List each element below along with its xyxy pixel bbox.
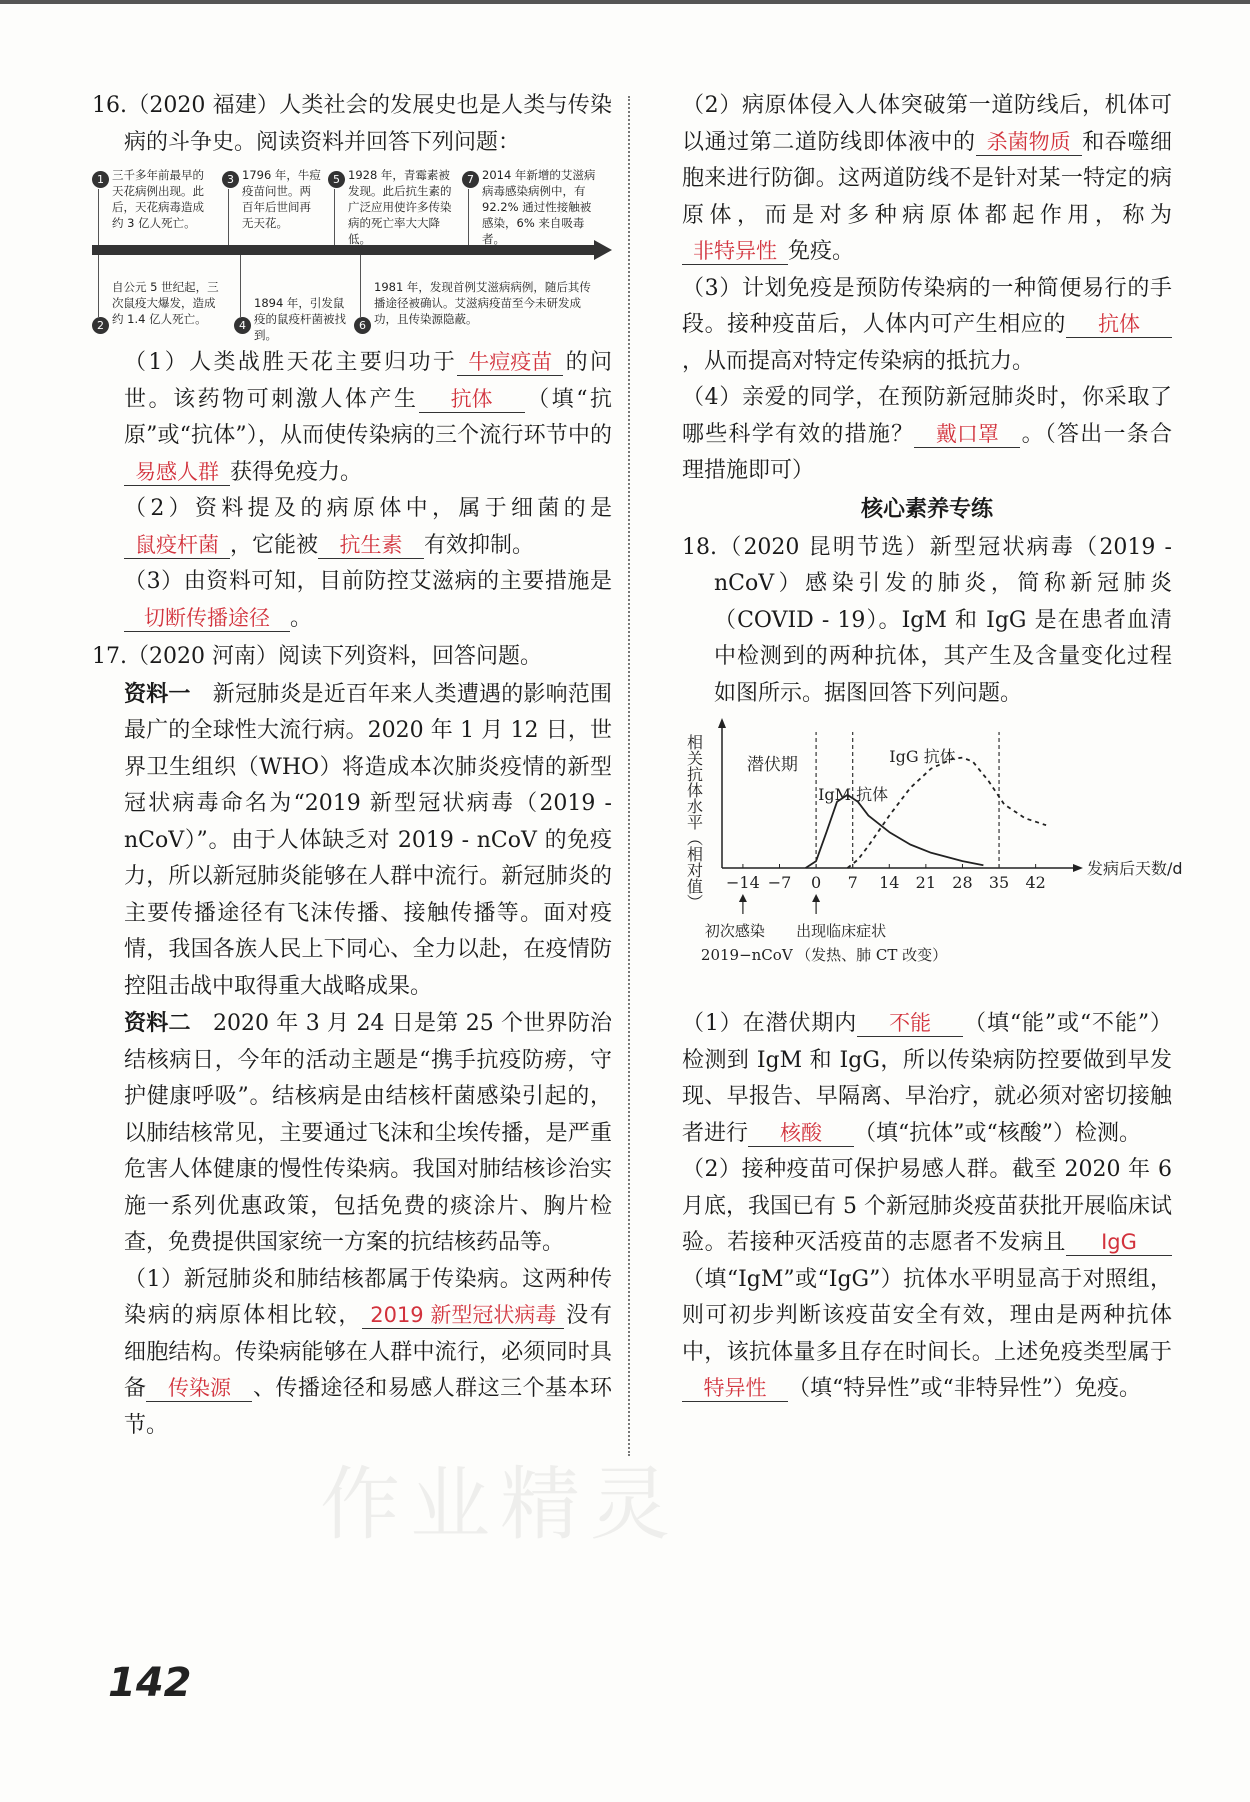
x-axis-label: 发病后天数/d — [1087, 859, 1183, 878]
q17-p2-text-c: 免疫。 — [788, 239, 855, 264]
timeline-marker-4: 4 — [234, 317, 251, 334]
x-tick-label: 35 — [988, 873, 1010, 892]
timeline-connector-7 — [468, 189, 469, 245]
q17-material-1 — [92, 676, 612, 1006]
timeline-event-6: 1981 年，发现首例艾滋病病例，随后其传播途径被确认。艾滋病疫苗至今未研发成功，且传染源隐蔽。 — [374, 280, 591, 326]
region-label-incubation: 潜伏期 — [746, 755, 798, 775]
annotation-line-1: 初次感染 — [704, 922, 765, 940]
timeline-connector-3 — [228, 189, 229, 245]
q17-answer-vaccine-antibody[interactable]: 抗体 — [1066, 311, 1172, 338]
antibody-chart-svg — [682, 718, 1183, 998]
timeline-event-1: 三千多年前最早的天花病例出现。此后，天花病毒造成约 3 亿人死亡。 — [112, 168, 204, 230]
q17-p2-text-a: （2）病原体侵入人体突破第一道防线后，机体可以通过第二道防线即体液中的 — [682, 93, 1172, 155]
timeline-marker-3: 3 — [222, 171, 239, 188]
q16-p2-text-c: 有效抑制。 — [424, 532, 535, 558]
q17-part1 — [92, 1262, 612, 1445]
q16-answer-bacterium[interactable]: 鼠疫杆菌 — [124, 532, 230, 559]
q16-p2-text-b: ，它能被 — [230, 532, 319, 558]
q17-answer-source[interactable]: 传染源 — [146, 1375, 252, 1402]
annotation-line-1: 出现临床症状 — [796, 922, 887, 940]
q18-p1-text-b: （填“能”或“不能”）检测到 IgM 和 IgG，所以传染病防控要做到早发现、早报告、早隔离、早治疗，就必须对密切接触者进行 — [682, 1011, 1172, 1146]
q18-p2-text-b: （填“IgM”或“IgG”）抗体水平明显高于对照组，则可初步判断该疫苗安全有效，理由是两种抗体中，该抗体量多且存在时间长。上述免疫类型属于 — [682, 1266, 1172, 1365]
timeline-marker-1: 1 — [92, 171, 109, 188]
annotation-line-2: （发热、肺 CT 改变） — [796, 946, 948, 964]
q17-part4 — [682, 380, 1172, 490]
timeline-event-7: 2014 年新增的艾滋病病毒感染病例中，有 92.2% 通过性接触被感染，6% 来自吸毒者。 — [482, 168, 596, 246]
timeline-marker-2: 2 — [92, 317, 109, 334]
q16-p1-text-a: （1）人类战胜天花主要归功于 — [124, 350, 458, 375]
q17-p3-text-b: ，从而提高对特定传染病的抵抗力。 — [682, 348, 1035, 374]
q18-part1 — [682, 1006, 1172, 1152]
q16-p1-text-d: 获得免疫力。 — [230, 459, 363, 485]
timeline-connector-4 — [240, 255, 241, 317]
annotation-arrow-icon — [812, 894, 820, 902]
q17-p4-text-a: （4）亲爱的同学，在预防新冠肺炎时，你采取了哪些科学有效的措施？ — [682, 385, 1172, 447]
x-axis-arrow-icon — [1073, 864, 1083, 872]
x-tick-label: 7 — [847, 873, 858, 892]
q18-p1-text-a: （1）在潜伏期内 — [682, 1011, 858, 1036]
history-timeline — [92, 167, 612, 342]
timeline-event-3: 1796 年，牛痘疫苗问世。两百年后世间再无天花。 — [242, 168, 321, 230]
q17-part3 — [682, 271, 1172, 381]
q16-p3-text-b: 。 — [290, 605, 313, 631]
timeline-connector-1 — [98, 189, 99, 245]
x-tick-label: 14 — [879, 873, 900, 892]
q16-p2-text-a: （2）资料提及的病原体中，属于细菌的是 — [124, 496, 612, 521]
q17-part2 — [682, 88, 1172, 271]
q17-answer-bactericide[interactable]: 杀菌物质 — [976, 129, 1082, 156]
q17-answer-pathogen[interactable]: 2019 新型冠状病毒 — [362, 1302, 564, 1329]
annotation-line-2: 2019−nCoV — [700, 946, 793, 964]
annotation-arrow-icon — [739, 894, 747, 902]
q17-material-1-label: 资料一 — [124, 680, 191, 707]
antibody-chart — [682, 718, 1183, 998]
q18-answer-cannot[interactable]: 不能 — [857, 1010, 963, 1037]
region-label-igg: IgG 抗体 — [889, 747, 956, 766]
timeline-connector-6 — [360, 255, 361, 317]
q17-p2-text-b: 和吞噬细胞来进行防御。这两道防线不是针对某一特定的病原体，而是对多种病原体都起作用，称为 — [682, 129, 1172, 228]
q17-stem: 17.（2020 河南）阅读下列资料，回答问题。 — [92, 644, 542, 669]
column-divider — [628, 96, 630, 1456]
q17-answer-nonspecific[interactable]: 非特异性 — [682, 238, 788, 265]
x-tick-label: −14 — [726, 873, 760, 892]
page-number: 142 — [108, 1660, 192, 1706]
timeline-event-5: 1928 年，青霉素被发现。此后抗生素的广泛应用使许多传染病的死亡率大大降低。 — [348, 168, 452, 246]
q17-p1-text-b: 没有细胞结构。传染病能够在人群中流行，必须同时具备 — [124, 1303, 612, 1401]
x-tick-label: 0 — [810, 873, 822, 892]
timeline-connector-2 — [98, 255, 99, 317]
section-title: 核心素养专练 — [860, 496, 993, 522]
timeline-event-4: 1894 年，引发鼠疫的鼠疫杆菌被找到。 — [254, 296, 346, 342]
q17-p1-text-a: （1）新冠肺炎和肺结核都属于传染病。这两种传染病的病原体相比较， — [124, 1266, 612, 1328]
q17-material-2-text: 2020 年 3 月 24 日是第 25 个世界防治结核病日，今年的活动主题是“携手抗疫防痨，守护健康呼吸”。结核病是由结核杆菌感染引起的，以肺结核常见，主要通过飞沫和尘埃传播，是严重危害人体健康的慢性传染病。我国对肺结核诊治实施一系列优惠政策，包括免费的痰涂片、胸片检查，免费提供国家统一方案的抗结核药品等。 — [124, 1011, 612, 1255]
timeline-connector-5 — [334, 189, 335, 245]
y-axis-label: 相关抗体水平（相对值） — [684, 734, 704, 910]
q18-answer-igg[interactable]: IgG — [1066, 1229, 1172, 1256]
q17-answer-mask[interactable]: 戴口罩 — [914, 421, 1020, 448]
q16-p3-text-a: （3）由资料可知，目前防控艾滋病的主要措施是 — [124, 569, 612, 594]
q17-p4-text-b: 。（答出一条合理措施即可） — [682, 421, 1172, 483]
q16-answer-antibiotic[interactable]: 抗生素 — [318, 532, 424, 559]
q18-stem: 18.（2020 昆明节选）新型冠状病毒（2019 - nCoV）感染引发的肺炎，简称新冠肺炎（COVID - 19）。IgM 和 IgG 是在患者血清中检测到的两种抗体，其产生及含量变化过程如图所示。据图回答下列问题。 — [682, 534, 1172, 706]
top-border — [0, 0, 1250, 4]
x-tick-label: −7 — [767, 873, 792, 892]
q18-answer-nucleic-acid[interactable]: 核酸 — [748, 1120, 854, 1147]
x-tick-label: 28 — [952, 873, 973, 892]
q18-answer-specific[interactable]: 特异性 — [682, 1375, 788, 1402]
watermark: 作业精灵 — [320, 1458, 680, 1551]
q17-p3-text-a: （3）计划免疫是预防传染病的一种简便易行的手段。接种疫苗后，人体内可产生相应的 — [682, 275, 1172, 337]
q16-answer-antibody[interactable]: 抗体 — [419, 386, 525, 413]
q18-p2-text-c: （填“特异性”或“非特异性”）免疫。 — [788, 1376, 1141, 1401]
igm-curve — [806, 795, 984, 868]
q18-part2 — [682, 1152, 1172, 1408]
timeline-marker-5: 5 — [328, 171, 345, 188]
igg-curve — [848, 758, 1047, 868]
q16-part2 — [92, 491, 612, 564]
q17-material-1-text: 新冠肺炎是近百年来人类遭遇的影响范围最广的全球性大流行病。2020 年 1 月 12 日，世界卫生组织（WHO）将造成本次肺炎疫情的新型冠状病毒命名为“2019 新型冠状病毒（2019 - nCoV）”。由于人体缺乏对 2019 - nCoV 的免疫力，所以新冠肺炎能够在人群中流行。新冠肺炎的主要传播途径有飞沫传播、接触传播等。面对疫情，我国各族人民上下同心、全力以赴，在疫情防控阻击战中取得重大战略成果。 — [124, 681, 612, 999]
q16-answer-measure[interactable]: 切断传播途径 — [124, 605, 290, 632]
left-column — [92, 88, 612, 1444]
q16-part1 — [92, 345, 612, 491]
timeline-event-2: 自公元 5 世纪起，三次鼠疫大爆发，造成约 1.4 亿人死亡。 — [112, 280, 219, 326]
q16-p1-text-b: 的问世。该药物可刺激人体产生 — [124, 350, 612, 412]
timeline-marker-7: 7 — [462, 171, 479, 188]
x-tick-label: 42 — [1025, 873, 1046, 892]
q17-material-2-label: 资料二 — [124, 1010, 191, 1036]
q17-p1-text-c: 、传播途径和易感人群这三个基本环节。 — [124, 1376, 612, 1438]
right-column — [682, 88, 1183, 1408]
timeline-marker-6: 6 — [354, 317, 371, 334]
q16-answer-susceptible[interactable]: 易感人群 — [124, 459, 230, 486]
q16-p1-text-c: （填“抗原”或“抗体”），从而使传染病的三个流行环节中的 — [124, 386, 612, 448]
q18-p1-text-c: （填“抗体”或“核酸”）检测。 — [854, 1120, 1142, 1146]
q17-material-2 — [92, 1005, 612, 1262]
x-tick-label: 21 — [915, 873, 937, 892]
q16-part3 — [92, 564, 612, 637]
q18-p2-text-a: （2）接种疫苗可保护易感人群。截至 2020 年 6 月底，我国已有 5 个新冠肺炎疫苗获批开展临床试验。若接种灭活疫苗的志愿者不发病且 — [682, 1157, 1172, 1255]
q16-answer-vaccine[interactable]: 牛痘疫苗 — [457, 349, 563, 376]
region-label-igm: IgM 抗体 — [818, 785, 889, 804]
q16-stem: 16.（2020 福建）人类社会的发展史也是人类与传染病的斗争史。阅读资料并回答下列问题： — [92, 93, 612, 155]
y-axis-arrow-icon — [718, 718, 726, 728]
